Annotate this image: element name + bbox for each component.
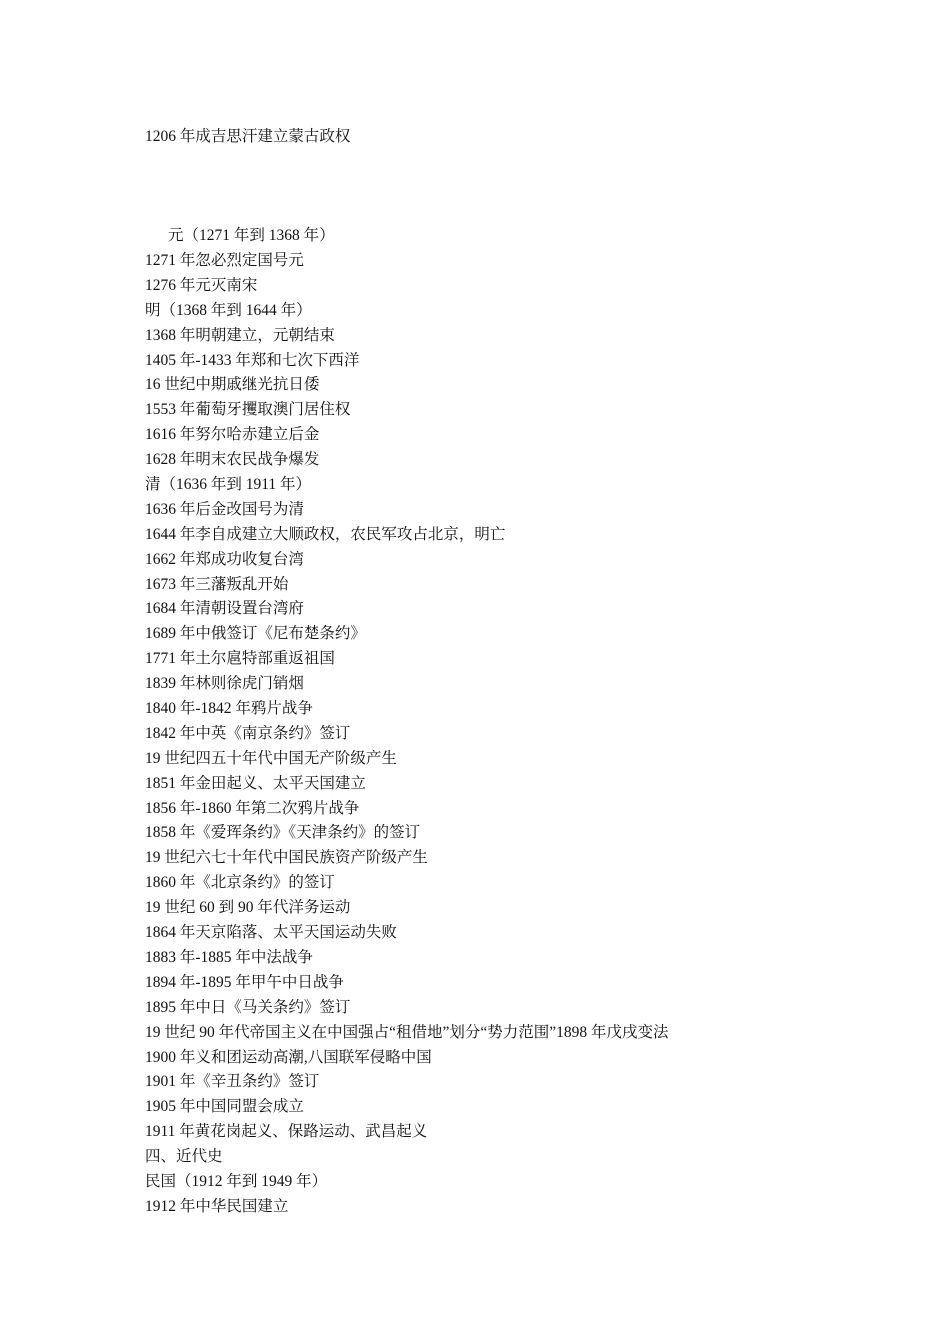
text-line: 19 世纪 60 到 90 年代洋务运动: [145, 899, 351, 917]
text-line: 1636 年后金改国号为清: [145, 500, 304, 518]
text-line: 1883 年-1885 年中法战争: [145, 948, 313, 966]
text-line: 1860 年《北京条约》的签订: [145, 874, 335, 892]
text-line: 1864 年天京陷落、太平天国运动失败: [145, 924, 397, 942]
text-line: 1271 年忽必烈定国号元: [145, 252, 304, 269]
heading-minguo: 民国（1912 年到 1949 年）: [145, 1172, 328, 1190]
heading-ming: 明（1368 年到 1644 年）: [145, 301, 312, 319]
text-line: 19 世纪 90 年代帝国主义在中国强占“租借地”划分“势力范围”1898 年戊戌变法: [145, 1023, 669, 1041]
text-line: 1689 年中俄签订《尼布楚条约》: [145, 625, 366, 643]
text-line: 19 世纪四五十年代中国无产阶级产生: [145, 749, 397, 767]
text-line: 1912 年中华民国建立: [145, 1197, 289, 1215]
text-line: 1895 年中日《马关条约》签订: [145, 998, 351, 1016]
text-line-1206: 1206 年成吉思汗建立蒙古政权: [145, 128, 351, 145]
text-line: 1628 年明末农民战争爆发: [145, 451, 320, 469]
text-line: 1856 年-1860 年第二次鸦片战争: [145, 799, 360, 817]
text-line: 1673 年三藩叛乱开始: [145, 575, 289, 593]
text-line: 1900 年义和团运动高潮,八国联军侵略中国: [145, 1048, 432, 1066]
text-line: 1905 年中国同盟会成立: [145, 1098, 304, 1116]
text-line: 1901 年《辛丑条约》签订: [145, 1073, 320, 1091]
text-line: 1616 年努尔哈赤建立后金: [145, 426, 320, 444]
text-line: 1553 年葡萄牙攫取澳门居住权: [145, 401, 351, 419]
text-line: 19 世纪六七十年代中国民族资产阶级产生: [145, 849, 428, 867]
text-line: 16 世纪中期戚继光抗日倭: [145, 376, 320, 394]
text-line: 1276 年元灭南宋: [145, 276, 258, 294]
text-line: 1911 年黄花岗起义、保路运动、武昌起义: [145, 1123, 428, 1141]
text-line: 1842 年中英《南京条约》签订: [145, 724, 351, 742]
text-line: 1894 年-1895 年甲午中日战争: [145, 973, 344, 991]
text-line: 1771 年土尔扈特部重返祖国: [145, 650, 335, 668]
text-line: 1858 年《爱珲条约》《天津条约》的签订: [145, 824, 421, 842]
text-line: 1684 年清朝设置台湾府: [145, 600, 304, 618]
text-line: 1644 年李自成建立大顺政权，农民军攻占北京，明亡: [145, 525, 506, 543]
section-heading: 四、近代史: [145, 1148, 223, 1166]
heading-yuan: 元（1271 年到 1368 年）: [168, 227, 335, 244]
heading-qing: 清（1636 年到 1911 年）: [145, 476, 312, 494]
text-line: 1851 年金田起义、太平天国建立: [145, 774, 366, 792]
text-line: 1405 年-1433 年郑和七次下西洋: [145, 351, 360, 369]
text-line: 1662 年郑成功收复台湾: [145, 550, 304, 568]
timeline-list: [145, 251, 935, 1222]
text-line: 1368 年明朝建立，元朝结束: [145, 326, 335, 344]
text-line: 1839 年林则徐虎门销烟: [145, 675, 304, 693]
text-line: 1840 年-1842 年鸦片战争: [145, 700, 313, 718]
